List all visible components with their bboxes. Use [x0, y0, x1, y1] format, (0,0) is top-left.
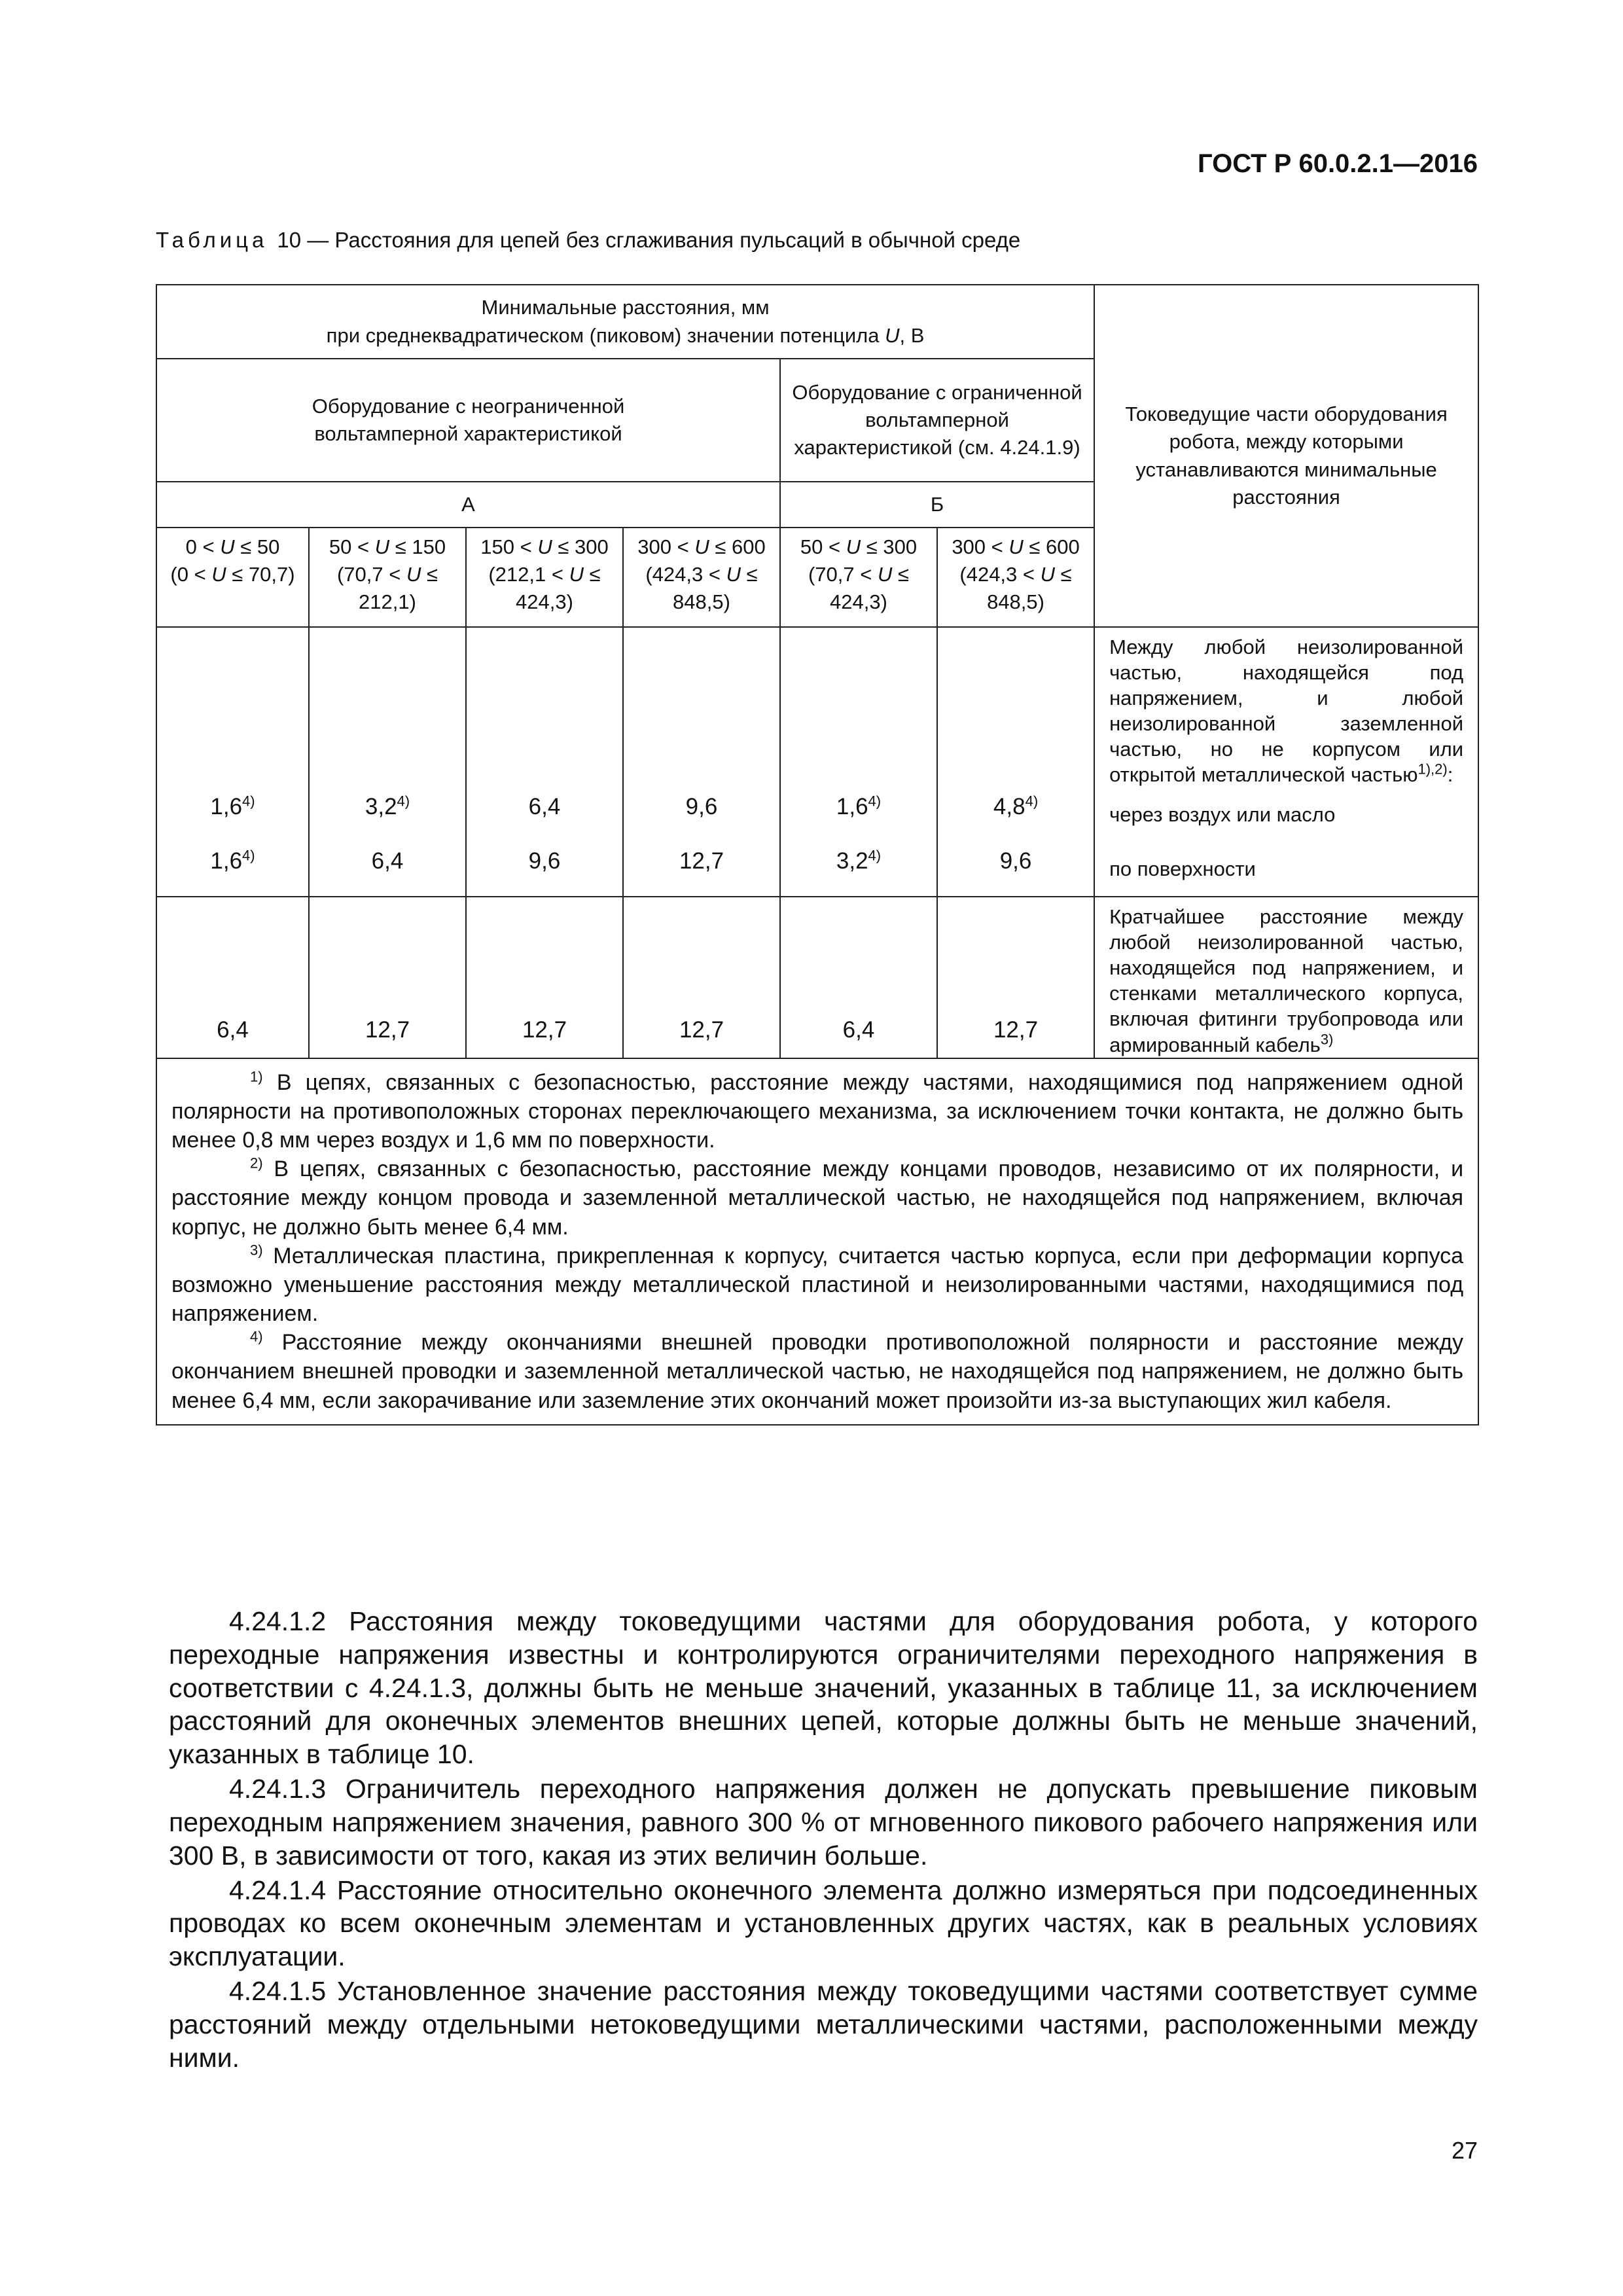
header-min-distances: [156, 285, 1094, 359]
row1-values-col-2: [466, 627, 623, 897]
range-line1: 50 < U ≤ 300: [800, 535, 918, 558]
air-distance: 6,4: [528, 794, 561, 820]
range-line2: (0 < U ≤ 70,7): [170, 563, 295, 586]
footnote-mark: 4): [250, 1328, 263, 1345]
row1-description: [1094, 627, 1478, 897]
row2-value-2: [466, 897, 623, 1058]
range-line1: 0 < U ≤ 50: [185, 535, 280, 558]
range-line3: 848,5): [987, 590, 1044, 614]
row2-value-1: [309, 897, 466, 1058]
footnote-text: В цепях, связанных с безопасностью, расстояние между частями, находящимися под напряжением одной полярности на противоположных сторонах переключающего механизма, за исключением точки контакта, не должно быть менее 0,8 мм через воздух и 1,6 мм по поверхности.: [171, 1069, 1464, 1153]
shortest-distance: 12,7: [522, 1016, 567, 1043]
table-caption-text: 10 — Расстояния для цепей без сглаживания пульсаций в обычной среде: [277, 228, 1021, 252]
paragraph-4-24-1-2: 4.24.1.2 Расстояния между токоведущими частями для оборудования робота, у которого переходные напряжения известны и контролируются ограничителями переходного напряжения в соответствии с 4.24.1.3, должны быть не меньше значений, указанных в таблице 11, за исключением расстояний для оконечных элементов внешних цепей, которые должны быть не меньше значений, указанных в таблице 10.: [169, 1606, 1478, 1770]
surface-label: по поверхности: [1109, 857, 1256, 881]
range-header-4: [780, 528, 937, 627]
range-line3: 424,3): [516, 590, 573, 614]
paragraph-4-24-1-5: 4.24.1.5 Установленное значение расстояния между токоведущими частями соответствует сумме расстояний между отдельными нетоковедущими металлическими частями, расположенными между ними.: [169, 1976, 1478, 2073]
shortest-distance: 12,7: [679, 1016, 724, 1043]
air-distance: 3,2$^{4)}$: [365, 793, 410, 820]
footnote-text: В цепях, связанных с безопасностью, расстояние между концами проводов, независимо от их полярности, и расстояние между концом провода и заземленной металлической частью, не находящейся под напряжением, включая корпус, не должно быть менее 6,4 мм.: [171, 1157, 1464, 1240]
range-line3: 212,1): [359, 590, 416, 614]
surface-distance: 1,6$^{4)}$: [210, 847, 255, 874]
row2-value-3: [623, 897, 780, 1058]
air-distance: 1,6$^{4)}$: [836, 793, 882, 820]
range-header-0: [156, 528, 309, 627]
row1-description-text: Между любой неизолированной частью, находящейся под напряжением, и любой неизолированной заземленной частью, но не корпусом или открытой металлической частью$^{1),2)}$:: [1109, 636, 1464, 787]
header-live-parts: Токоведущие части оборудования робота, между которыми устанавливаются минимальные расстояния: [1094, 285, 1478, 627]
row2-value-5: [937, 897, 1094, 1058]
air-distance: 9,6: [685, 794, 718, 820]
range-line1: 50 < U ≤ 150: [329, 535, 446, 558]
row1-values-col-1: [309, 627, 466, 897]
footnote-mark: 2): [250, 1155, 263, 1172]
row2-value-4: [780, 897, 937, 1058]
range-line1: 150 < U ≤ 300: [480, 535, 609, 558]
table-caption: [156, 228, 1020, 253]
row1-values-col-5: [937, 627, 1094, 897]
footnote-text: Металлическая пластина, прикрепленная к корпусу, считается частью корпуса, если при деформации корпуса возможно уменьшение расстояния между металлической пластиной и неизолированными частями, находящимися под напряжением.: [171, 1243, 1464, 1327]
body-text: [169, 1605, 1478, 2076]
surface-distance: 3,2$^{4)}$: [836, 847, 882, 874]
range-line2: (70,7 < U ≤: [336, 563, 438, 586]
header-letter-b: Б: [780, 482, 1094, 528]
footnote-3: [171, 1242, 1463, 1329]
range-header-3: [623, 528, 780, 627]
shortest-distance: 6,4: [217, 1016, 249, 1043]
header-group-b: Оборудование с ограниченной вольтамперной характеристикой (см. 4.24.1.9): [780, 359, 1094, 482]
footnote-mark: 3): [250, 1242, 263, 1259]
range-header-5: [937, 528, 1094, 627]
header-letter-a: А: [156, 482, 780, 528]
header-min-distances-line1: Минимальные расстояния, мм: [481, 296, 770, 319]
surface-distance: 9,6: [528, 848, 561, 874]
range-header-1: [309, 528, 466, 627]
page-number: 27: [1451, 2137, 1478, 2164]
row1-values-col-3: [623, 627, 780, 897]
surface-distance: 9,6: [999, 848, 1032, 874]
range-line1: 300 < U ≤ 600: [952, 535, 1080, 558]
document-code: ГОСТ Р 60.0.2.1—2016: [1197, 149, 1478, 178]
footnote-mark: 1): [250, 1068, 263, 1085]
range-line2: (424,3 < U ≤: [645, 563, 758, 586]
paragraph-4-24-1-4: 4.24.1.4 Расстояние относительно оконечного элемента должно измеряться при подсоединенных проводах ко всем оконечным элементам и установленных других частях, как в реальных условиях эксплуатации.: [169, 1874, 1478, 1972]
footnote-text: Расстояние между окончаниями внешней проводки противоположной полярности и расстояние между окончанием внешней проводки и заземленной металлической частью, не находящейся под напряжением, не должно быть менее 6,4 мм, если закорачивание или заземление этих окончаний может произойти из-за выступающих жил кабеля.: [171, 1330, 1464, 1413]
footnote-2: [171, 1155, 1463, 1242]
range-line2: (424,3 < U ≤: [959, 563, 1072, 586]
range-line3: 848,5): [673, 590, 730, 614]
range-line2: (212,1 < U ≤: [488, 563, 601, 586]
table-footnotes: [156, 1058, 1478, 1425]
paragraph-4-24-1-3: 4.24.1.3 Ограничитель переходного напряжения должен не допускать превышение пиковым переходным напряжением значения, равного 300 % от мгновенного пикового рабочего напряжения или 300 В, в зависимости от того, какая из этих величин больше.: [169, 1774, 1478, 1871]
shortest-distance: 12,7: [365, 1016, 410, 1043]
range-header-2: [466, 528, 623, 627]
shortest-distance: 12,7: [993, 1016, 1039, 1043]
air-distance: 1,6$^{4)}$: [210, 793, 255, 820]
row1-values-col-4: [780, 627, 937, 897]
air-distance: 4,8$^{4)}$: [993, 793, 1039, 820]
footnote-1: [171, 1068, 1463, 1155]
shortest-distance: 6,4: [842, 1016, 875, 1043]
header-group-a: Оборудование с неограниченной вольтамперной характеристикой: [156, 359, 780, 482]
range-line1: 300 < U ≤ 600: [637, 535, 766, 558]
row2-description: [1094, 897, 1478, 1058]
row2-description-text: Кратчайшее расстояние между любой неизолированной частью, находящейся под напряжением, и стенками металлического корпуса, включая фитинги трубопровода или армированный кабель$^{3)}$: [1109, 905, 1464, 1056]
range-line3: 424,3): [830, 590, 887, 614]
surface-distance: 12,7: [679, 848, 724, 874]
row1-values-col-0: [156, 627, 309, 897]
table-caption-label: Таблица: [156, 228, 268, 252]
row2-value-0: [156, 897, 309, 1058]
header-min-distances-line2: при среднеквадратическом (пиковом) значении потенцила U, В: [326, 323, 925, 347]
range-line2: (70,7 < U ≤: [808, 563, 910, 586]
surface-distance: 6,4: [371, 848, 404, 874]
distance-table: [156, 284, 1478, 1426]
air-or-oil-label: через воздух или масло: [1109, 803, 1336, 827]
footnote-4: [171, 1328, 1463, 1415]
